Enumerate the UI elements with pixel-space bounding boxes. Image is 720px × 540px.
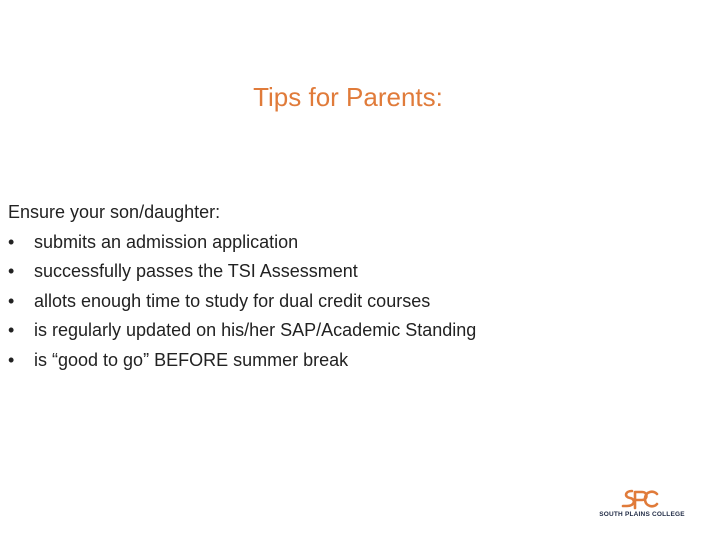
list-item <box>8 316 476 346</box>
slide-title: Tips for Parents: <box>253 82 443 112</box>
tip-text: is regularly updated on his/her SAP/Academic Standing <box>34 320 477 340</box>
tip-text: allots enough time to study for dual credit courses <box>34 290 431 311</box>
tip-text: is “good to go” BEFORE summer break <box>34 349 349 370</box>
bullet-icon: • <box>8 261 15 281</box>
list-item <box>8 287 476 317</box>
intro-text: Ensure your son/daughter: <box>8 202 221 222</box>
list-item <box>8 257 476 287</box>
bullet-icon: • <box>8 231 15 252</box>
spc-logo-icon <box>620 488 660 510</box>
tips-list <box>8 228 476 376</box>
slide-body <box>8 198 476 375</box>
bullet-icon: • <box>8 349 15 370</box>
tip-text: successfully passes the TSI Assessment <box>34 261 358 281</box>
list-item <box>8 346 476 376</box>
tip-text: submits an admission application <box>34 231 299 252</box>
college-logo <box>590 488 694 522</box>
bullet-icon: • <box>8 320 15 340</box>
list-item <box>8 228 476 258</box>
bullet-icon: • <box>8 290 15 311</box>
logo-name: SOUTH PLAINS COLLEGE <box>599 511 685 518</box>
